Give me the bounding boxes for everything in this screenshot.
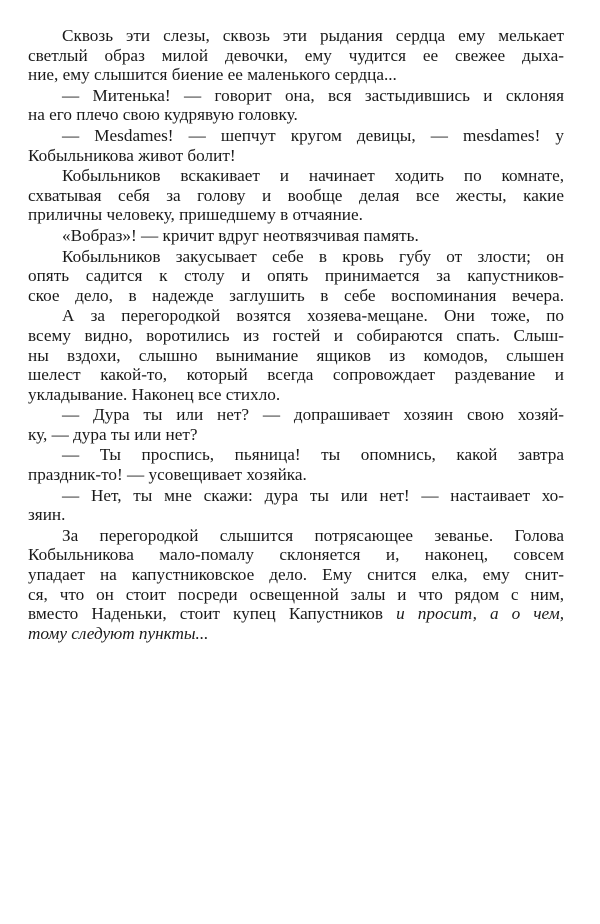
text-line: ку, — дура ты или нет?	[28, 424, 198, 444]
text-line: А за перегородкой возятся хозяева-мещане. Они тоже, по	[62, 306, 564, 326]
paragraph-8	[28, 405, 564, 444]
text-line: светлый образ милой девочки, ему чудится ее свежее дыха-	[28, 45, 564, 65]
paragraph-2	[28, 85, 564, 125]
text-line: ское дело, в надежде заглушить в себе воспоминания вечера.	[28, 285, 564, 305]
paragraph-10	[28, 485, 564, 525]
italic-segment: и просит, а о чем,	[383, 604, 565, 624]
text-line: праздник-то! — усовещивает хозяйка.	[28, 465, 307, 485]
text-line: «Вобраз»! — кричит вдруг неотвязчивая память.	[62, 225, 419, 245]
paragraph-6	[28, 246, 564, 306]
text-line: За перегородкой слышится потрясающее зеванье. Голова	[62, 525, 564, 545]
text-line: всему видно, воротились из гостей и собираются спать. Слыш-	[28, 325, 564, 345]
paragraph-1	[28, 26, 564, 85]
paragraph-3	[28, 125, 564, 165]
text-line: приличны человеку, пришедшему в отчаяние.	[28, 205, 363, 225]
text-line: — Митенька! — говорит она, вся застыдившись и склоняя	[62, 85, 564, 105]
paragraph-5	[62, 226, 564, 246]
text-line: — Mesdames! — шепчут кругом девицы, — mesdames! у	[62, 125, 564, 145]
text-line: ние, ему слышится биение ее маленького сердца...	[28, 65, 397, 85]
paragraph-7	[28, 306, 564, 404]
text-line: Кобыльников вскакивает и начинает ходить по комнате,	[62, 166, 564, 186]
text-line: — Нет, ты мне скажи: дура ты или нет! — настаивает хо-	[62, 485, 564, 505]
text-line: схватывая себя за голову и вообще делая все жесты, какие	[28, 185, 564, 205]
paragraph-11	[28, 525, 565, 644]
text-line: Кобыльникова живот болит!	[28, 145, 236, 165]
text-line: на его плечо свою кудрявую головку.	[28, 105, 298, 125]
text-line: — Дура ты или нет? — допрашивает хозяин свою хозяй-	[62, 405, 564, 425]
text-line: опять садится к столу и опять принимается за капустников-	[28, 266, 564, 286]
text-line: — Ты проспись, пьяница! ты опомнись, какой завтра	[62, 445, 564, 465]
page-text	[28, 26, 565, 644]
text-line: тому следуют пункты...	[28, 623, 209, 643]
paragraph-4	[28, 166, 564, 225]
text-line: зяин.	[28, 505, 66, 525]
text-line: шелест какой-то, который всегда сопровождает раздевание и	[28, 365, 564, 385]
text-line: Сквозь эти слезы, сквозь эти рыдания сердца ему мелькает	[62, 26, 564, 45]
text-line-with-italic	[28, 604, 564, 624]
text-segment: вместо Наденьки, стоит купец Капустников	[28, 604, 383, 624]
text-line: укладывание. Наконец все стихло.	[28, 384, 281, 404]
text-line: ся, что он стоит посреди освещенной залы и что рядом с ним,	[28, 584, 564, 604]
text-line: ны вздохи, слышно вынимание ящиков из комодов, слышен	[28, 345, 564, 365]
text-line: упадает на капустниковское дело. Ему снится елка, ему снит-	[28, 565, 564, 585]
paragraph-9	[28, 445, 564, 485]
text-line: Кобыльников закусывает себе в кровь губу от злости; он	[62, 246, 564, 266]
text-line: Кобыльникова мало-помалу склоняется и, наконец, совсем	[28, 545, 564, 565]
